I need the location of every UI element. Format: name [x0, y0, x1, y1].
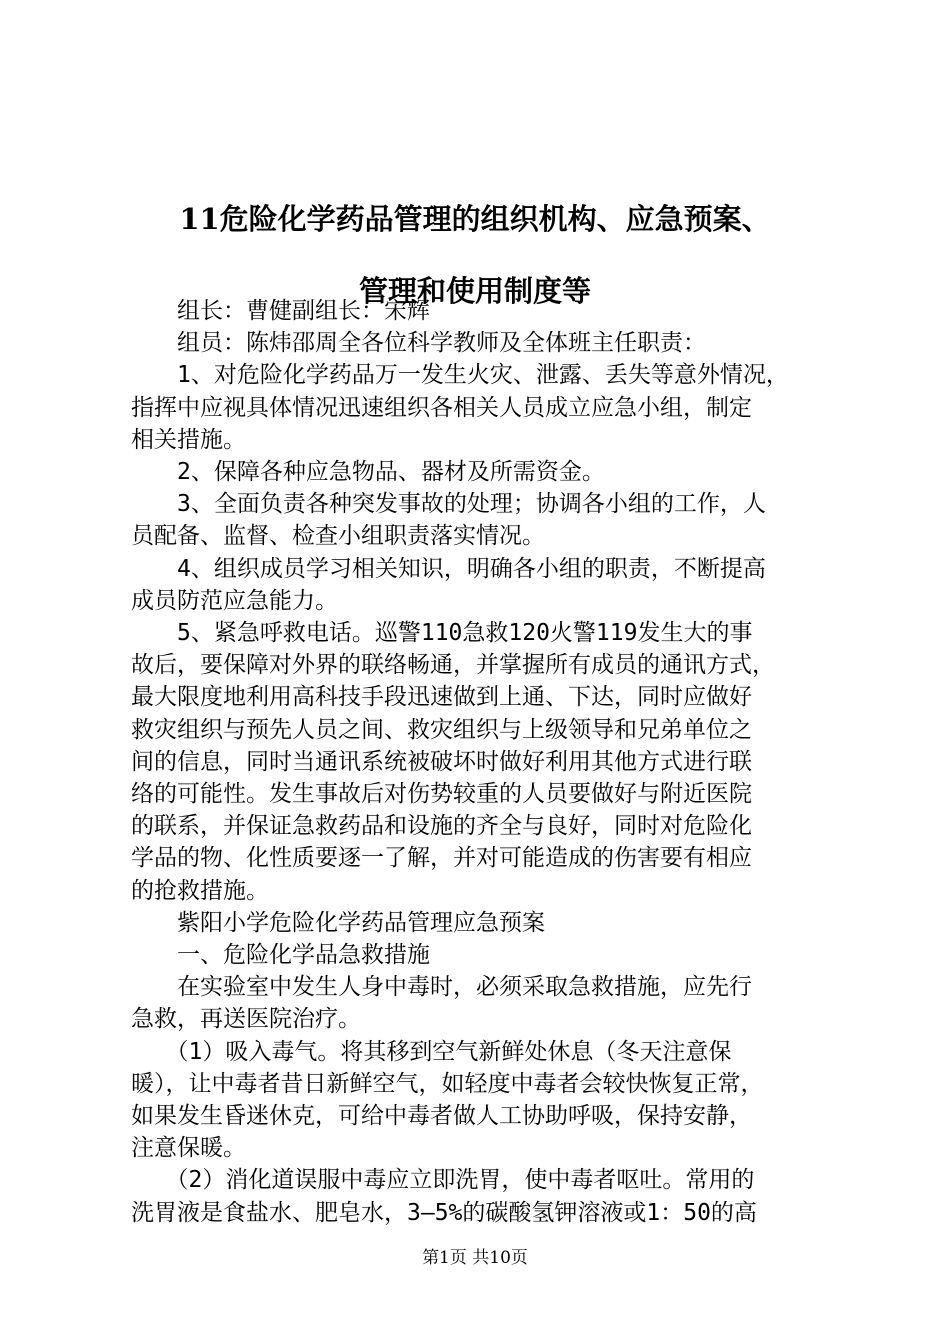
- paragraph: [131, 1164, 823, 1228]
- text-line: 最大限度地利用高科技手段迅速做到上通、下达，同时应做好: [131, 684, 752, 711]
- text-line: 的联系，并保证急救药品和设施的齐全与良好，同时对危险化: [131, 813, 752, 840]
- paragraph: [131, 907, 823, 939]
- text-line: 4、组织成员学习相关知识，明确各小组的职责，不断提高: [131, 555, 766, 582]
- text-line: 3、全面负责各种突发事故的处理；协调各小组的工作，人: [131, 491, 766, 518]
- text-line: 注意保暖。: [131, 1135, 246, 1162]
- text-line: （2）消化道误服中毒应立即洗胃，使中毒者呕吐。常用的: [131, 1167, 755, 1194]
- paragraph: [131, 456, 823, 488]
- text-line: 相关措施。: [131, 426, 246, 453]
- text-line: （1）吸入毒气。将其移到空气新鲜处休息（冬天注意保: [131, 1038, 732, 1065]
- paragraph: [131, 939, 823, 971]
- text-line: 成员防范应急能力。: [131, 587, 338, 614]
- text-line: 如果发生昏迷休克，可给中毒者做人工协助呼吸，保持安静，: [131, 1103, 752, 1130]
- paragraph: [131, 359, 823, 456]
- paragraph: [131, 295, 823, 327]
- paragraph: [131, 617, 823, 907]
- text-line: 2、保障各种应急物品、器材及所需资金。: [131, 459, 605, 486]
- text-line: 1、对危险化学药品万一发生火灾、泄露、丢失等意外情况，: [131, 362, 789, 389]
- text-line: 组员：陈炜邵周全各位科学教师及全体班主任职责：: [131, 330, 706, 357]
- title-line: 管理和使用制度等: [358, 274, 591, 308]
- text-line: 暖），让中毒者昔日新鲜空气，如轻度中毒者会较快恢复正常，: [131, 1070, 764, 1097]
- text-line: 员配备、监督、检查小组职责落实情况。: [131, 523, 545, 550]
- paragraph: [131, 553, 823, 617]
- text-line: 的抢救措施。: [131, 877, 269, 904]
- document-body: [131, 295, 823, 1229]
- text-line: 紫阳小学危险化学药品管理应急预案: [131, 909, 545, 936]
- title-line: 11危险化学药品管理的组织机构、应急预案、: [179, 202, 771, 236]
- text-line: 指挥中应视具体情况迅速组织各相关人员成立应急小组，制定: [131, 394, 752, 421]
- text-line: 组长：曹健副组长：宋辉: [131, 298, 430, 324]
- text-line: 故后，要保障对外界的联络畅通，并掌握所有成员的通讯方式，: [131, 652, 775, 679]
- text-line: 急救，再送医院治疗。: [131, 1006, 361, 1033]
- text-line: 一、危险化学品急救措施: [131, 942, 430, 969]
- text-line: 在实验室中发生人身中毒时，必须采取急救措施，应先行: [131, 974, 752, 1001]
- page-footer: 第1页 共10页: [422, 1248, 528, 1268]
- text-line: 络的可能性。发生事故后对伤势较重的人员要做好与附近医院: [131, 781, 752, 808]
- text-line: 学品的物、化性质要逐一了解，并对可能造成的伤害要有相应: [131, 845, 752, 872]
- text-line: 救灾组织与预先人员之间、救灾组织与上级领导和兄弟单位之: [131, 716, 752, 743]
- text-line: 间的信息，同时当通讯系统被破坏时做好利用其他方式进行联: [131, 748, 752, 775]
- text-line: 5、紧急呼救电话。巡警110急救120火警119发生大的事: [131, 620, 753, 647]
- text-line: 洗胃液是食盐水、肥皂水，3—5%的碳酸氢钾溶液或1：50的高: [131, 1199, 757, 1226]
- paragraph: [131, 971, 823, 1035]
- paragraph: [131, 1036, 823, 1165]
- paragraph: [131, 488, 823, 552]
- paragraph: [131, 327, 823, 359]
